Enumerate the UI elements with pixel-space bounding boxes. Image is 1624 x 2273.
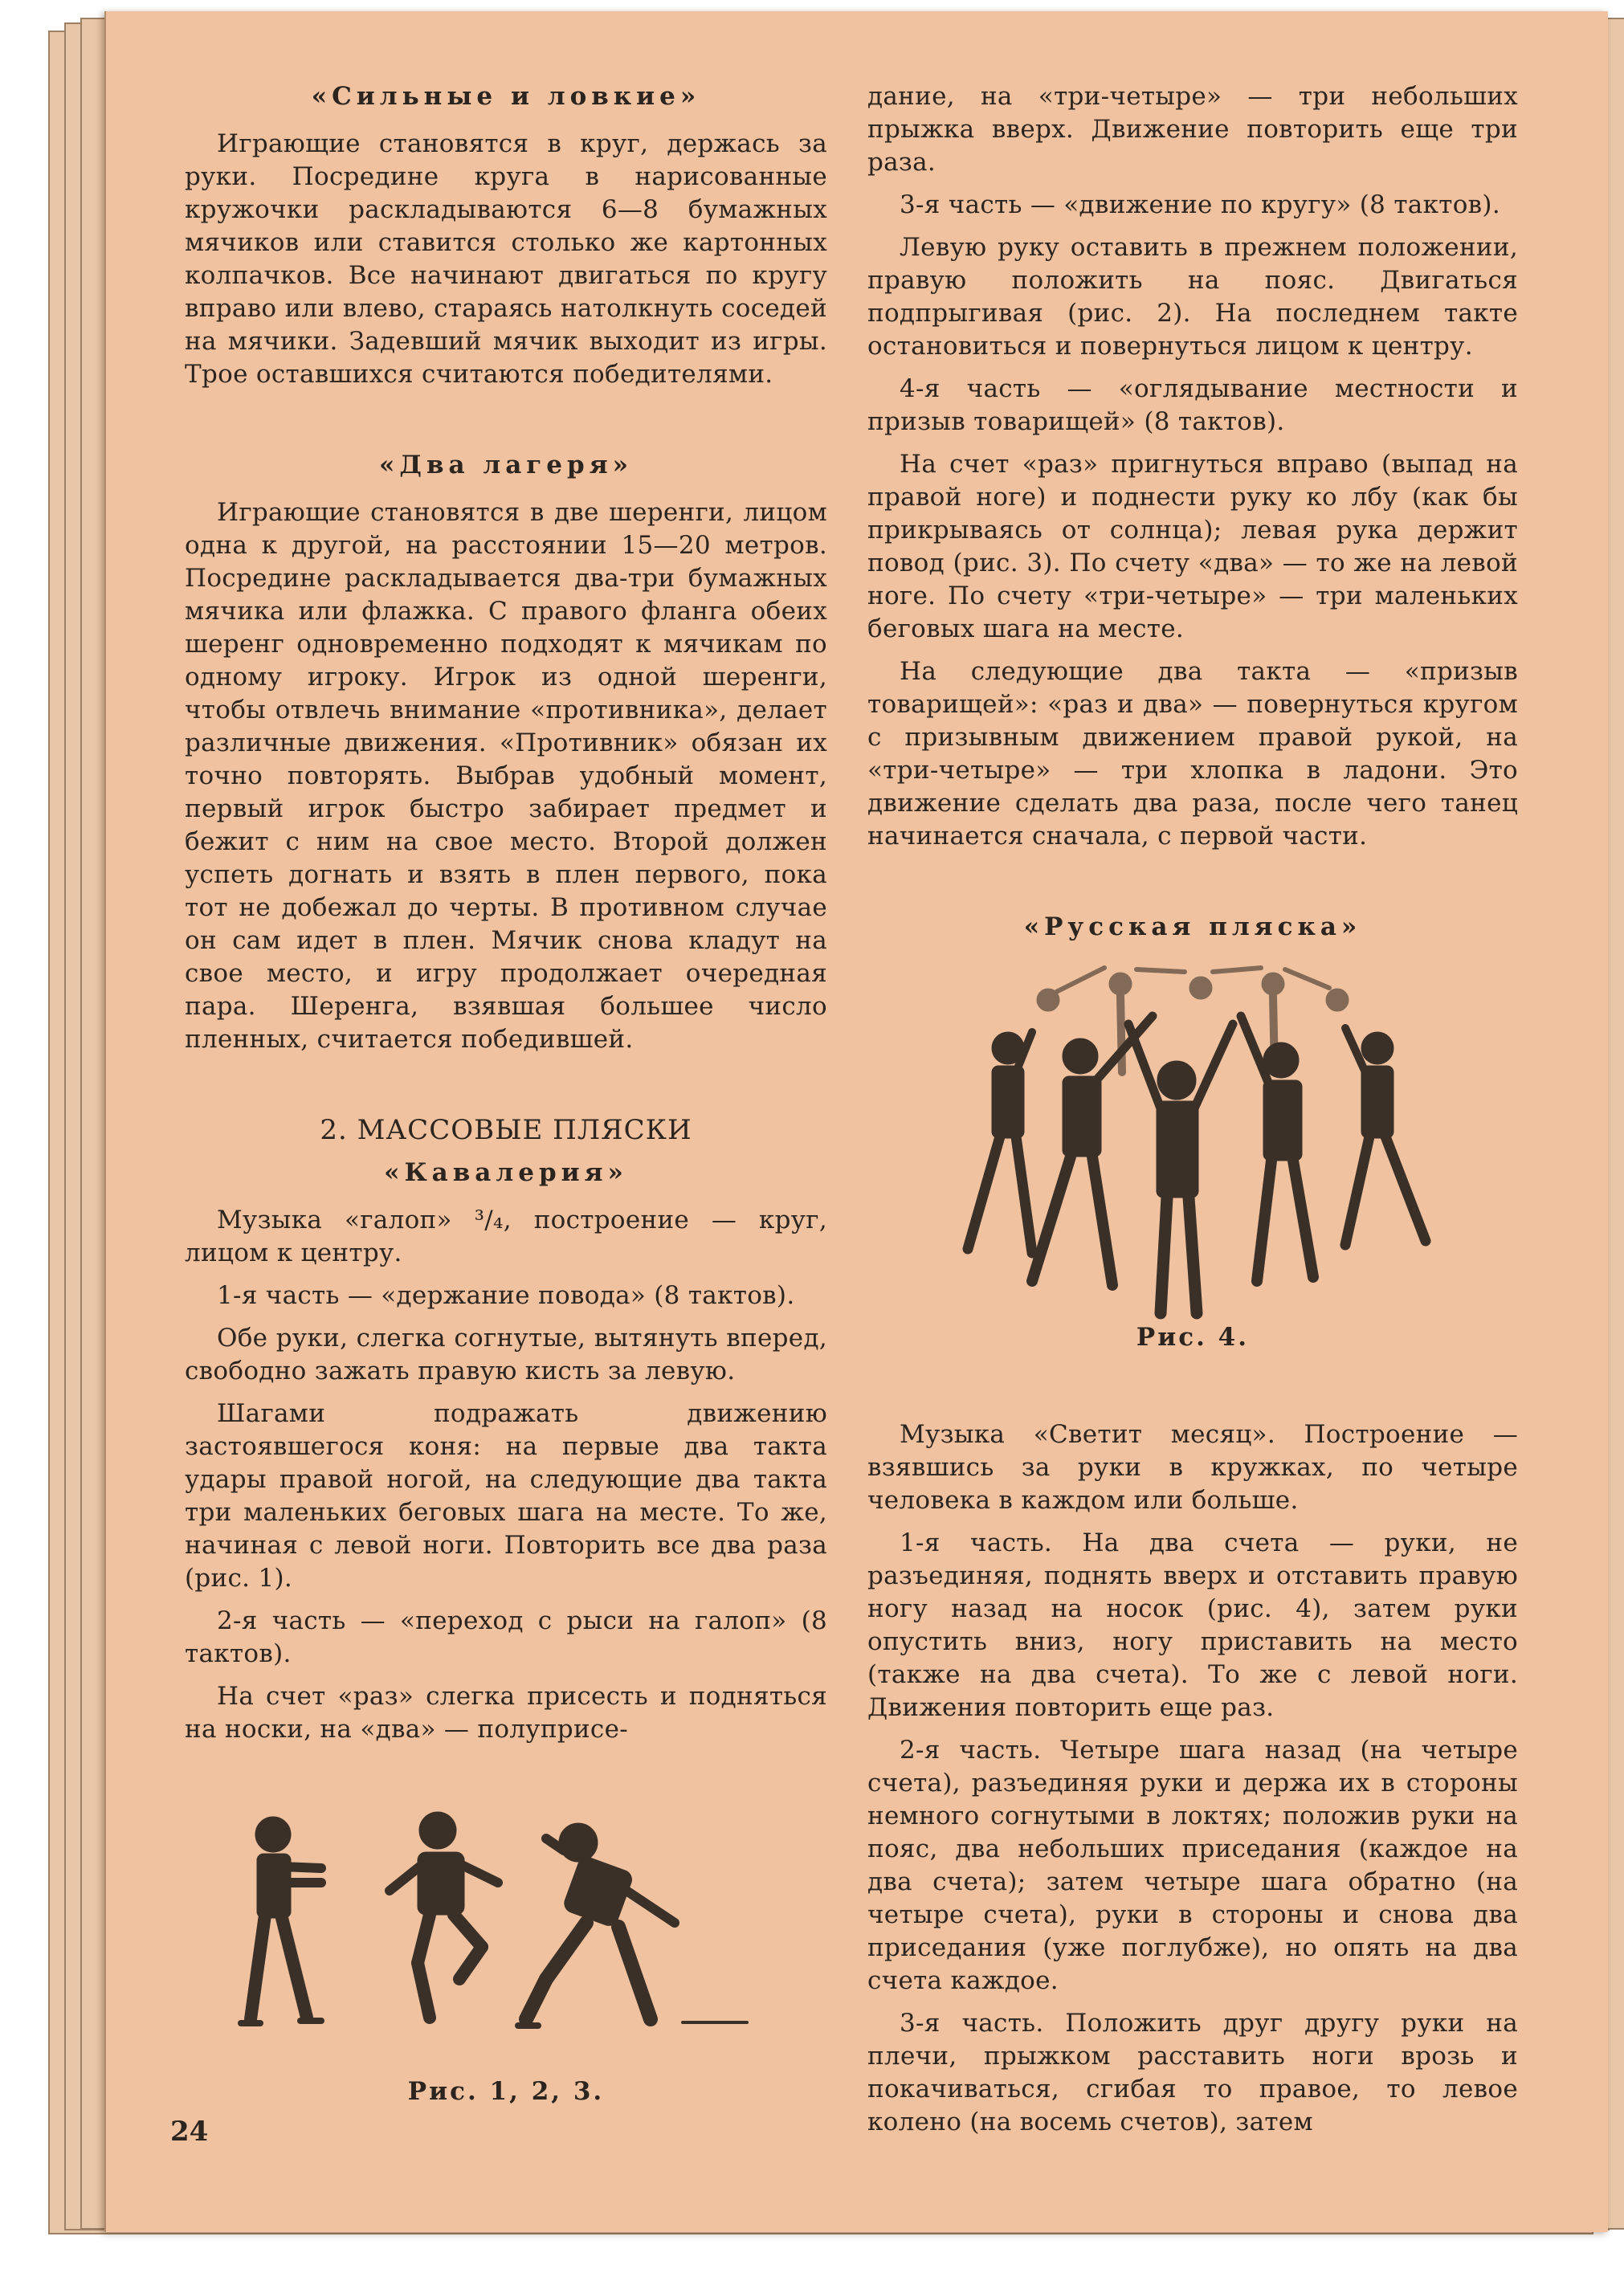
right-column [867,80,1518,2149]
figure-caption-1-2-3: Рис. 1, 2, 3. [407,2077,605,2106]
paragraph: 3-я часть. Положить друг другу руки на плечи, прыжком расставить ноги врозь и покачиваться, сгибая то правое, то левое колено (на восемь счетов), затем [867,2009,1518,2136]
dance-title-russian: «Русская пляска» [1023,912,1362,941]
page-number: 24 [170,2116,209,2148]
paragraph: Играющие становятся в круг, держась за руки. Посредине круга в нарисованные кружочки раскладываются 6—8 бумажных мячиков или ставится столько же картонных колпачков. Все начинают двигаться по кругу вправо или влево, стараясь натолкнуть соседей на мячики. Задевший мячик выходит из игры. Трое оставшихся считаются победителями. [185,129,827,389]
magazine-page [104,11,1608,2232]
paragraph: На следующие два такта — «призыв товарищей»: «раз и два» — повернуться кругом с призывным движением правой рукой, на «три-четыре» — три хлопка в ладони. Это движение сделать два раза, после чего танец начинается сначала, с первой части. [867,657,1518,851]
paragraph: На счет «раз» слегка присесть и подняться на носки, на «два» — полуприсе- [185,1682,827,1744]
paragraph: Музыка «галоп» ³/₄, построение — круг, лицом к центру. [185,1206,827,1267]
game-title-strong-agile: «Сильные и ловкие» [311,82,701,111]
figure-caption-4: Рис. 4. [1136,1323,1250,1352]
paragraph: Левую руку оставить в прежнем положении, правую положить на пояс. Двигаться подпрыгивая (рис. 2). На последнем такте остановиться и повернуться лицом к центру. [867,233,1518,361]
paragraph: дание, на «три-четыре» — три небольших прыжка вверх. Движение повторить еще три раза. [867,82,1518,177]
paragraph: Шагами подражать движению застоявшегося коня: на первые два такта удары правой ногой, на следующие два такта три маленьких беговых шага на месте. То же, начиная с левой ноги. Повторить все два раза (рис. 1). [185,1399,827,1593]
paragraph: 2-я часть — «переход с рыси на галоп» (8 тактов). [185,1606,827,1668]
circle-dance-illustration [912,960,1474,1321]
dance-title-cavalry: «Кавалерия» [384,1158,628,1187]
section-title: 2. МАССОВЫЕ ПЛЯСКИ [320,1114,692,1146]
game-title-two-camps: «Два лагеря» [379,451,633,479]
paragraph: Обе руки, слегка согнутые, вытянуть вперед, свободно зажать правую кисть за левую. [185,1324,827,1385]
dancer-figures-illustration [201,1802,811,2075]
paragraph: 3-я часть — «движение по кругу» (8 тактов). [900,190,1500,219]
paragraph: 1-я часть. На два счета — руки, не разъединяя, поднять вверх и отставить правую ногу назад на носок (рис. 4), затем руки опустить вниз, ногу приставить на место (также на два счета). То же с левой ноги. Движения повторить еще раз. [867,1528,1518,1722]
figure-4 [912,960,1474,1321]
paragraph: 2-я часть. Четыре шага назад (на четыре счета), разъединяя руки и держа их в стороны немного согнутыми в локтях; положив руки на пояс, два небольших приседания (каждое на два счета); затем четыре шага обратно (на четыре счета), руки в стороны и снова два приседания (уже поглубже), но опять на два счета каждое. [867,1736,1518,1995]
paragraph: На счет «раз» пригнуться вправо (выпад на правой ноге) и поднести руку ко лбу (как бы прикрываясь от солнца); левая рука держит повод (рис. 3). По счету «два» — то же на левой ноге. По счету «три-четыре» — три маленьких беговых шага на месте. [867,450,1518,643]
paragraph: 4-я часть — «оглядывание местности и призыв товарищей» (8 тактов). [867,374,1518,436]
figure-1-2-3 [201,1802,811,2075]
paragraph: 1-я часть — «держание повода» (8 тактов). [217,1281,795,1310]
left-column [185,80,827,2108]
paragraph: Играющие становятся в две шеренги, лицом одна к другой, на расстоянии 15—20 метров. Посредине раскладывается два-три бумажных мячика или флажка. С правого фланга обеих шеренг одновременно подходят к мячикам по одному игроку. Игрок из одной шеренги, чтобы отвлечь внимание «противника», делает различные движения. «Противник» обязан их точно повторять. Выбрав удобный момент, первый игрок быстро забирает предмет и бежит с ним на свое место. Второй должен успеть догнать и взять в плен первого, пока тот не добежал до черты. В противном случае он сам идет в плен. Мячик снова кладут на свое место, и игру продолжает очередная пара. Шеренга, взявшая большее число пленных, считается победившей. [185,498,827,1054]
paragraph: Музыка «Светит месяц». Построение — взявшись за руки в кружках, по четыре человека в каждом или больше. [867,1420,1518,1515]
